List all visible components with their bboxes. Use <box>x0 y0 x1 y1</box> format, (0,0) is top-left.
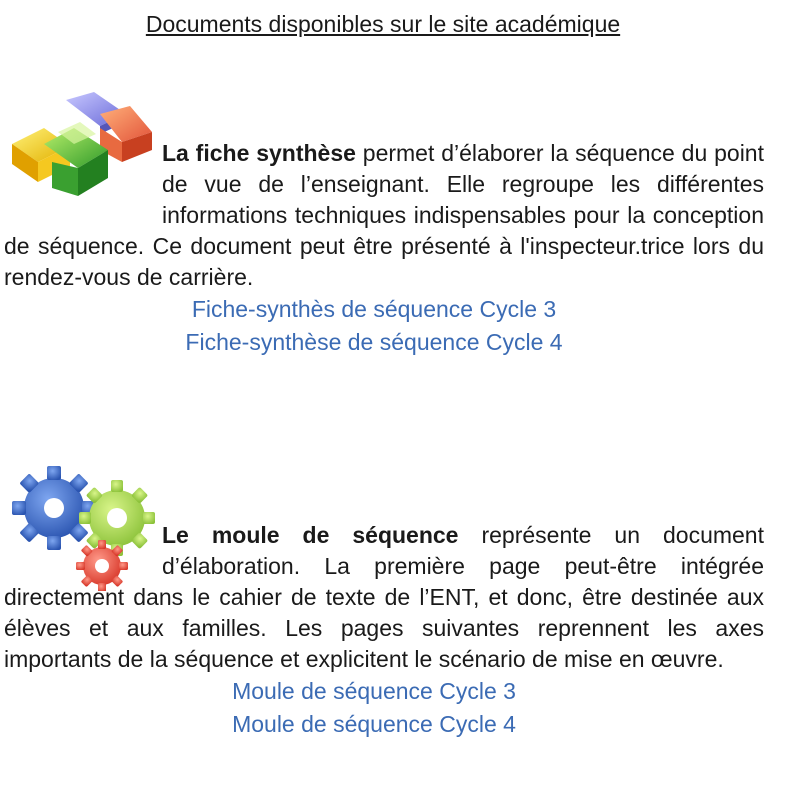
fiche-synthese-lead: La fiche synthèse <box>162 140 356 166</box>
page-title: Documents disponibles sur le site académique <box>145 11 621 37</box>
fiche-synthese-links <box>0 293 764 358</box>
link-moule-sequence-cycle-4[interactable]: Moule de séquence Cycle 4 <box>232 710 516 737</box>
fiche-synthese-text: permet d’élaborer la séquence du point de vue de l’enseignant. Elle regroupe les différentes informations techniques indispensables pour la conception de séquence. Ce document peut être présenté à l'inspecteur.trice lors du rendez-vous de carrière. <box>4 140 764 290</box>
puzzle-cube-icon <box>4 92 156 207</box>
section-moule-sequence <box>4 466 764 740</box>
moule-sequence-links <box>0 675 764 740</box>
link-moule-sequence-cycle-3[interactable]: Moule de séquence Cycle 3 <box>232 678 516 704</box>
section-fiche-synthese <box>4 92 764 358</box>
link-fiche-synthese-cycle-4[interactable]: Fiche-synthèse de séquence Cycle 4 <box>185 328 563 355</box>
gears-icon <box>4 466 156 581</box>
link-fiche-synthese-cycle-3[interactable]: Fiche-synthès de séquence Cycle 3 <box>191 296 557 322</box>
moule-sequence-text: représente un document d’élaboration. La première page peut-être intégrée directement dans le cahier de texte de l’ENT, et donc, être destinée aux élèves et aux familles. Les pages suivantes reprennent les axes importants de la séquence et explicitent le scénario de mise en œuvre. <box>4 522 764 672</box>
moule-sequence-lead: Le moule de séquence <box>162 522 459 548</box>
